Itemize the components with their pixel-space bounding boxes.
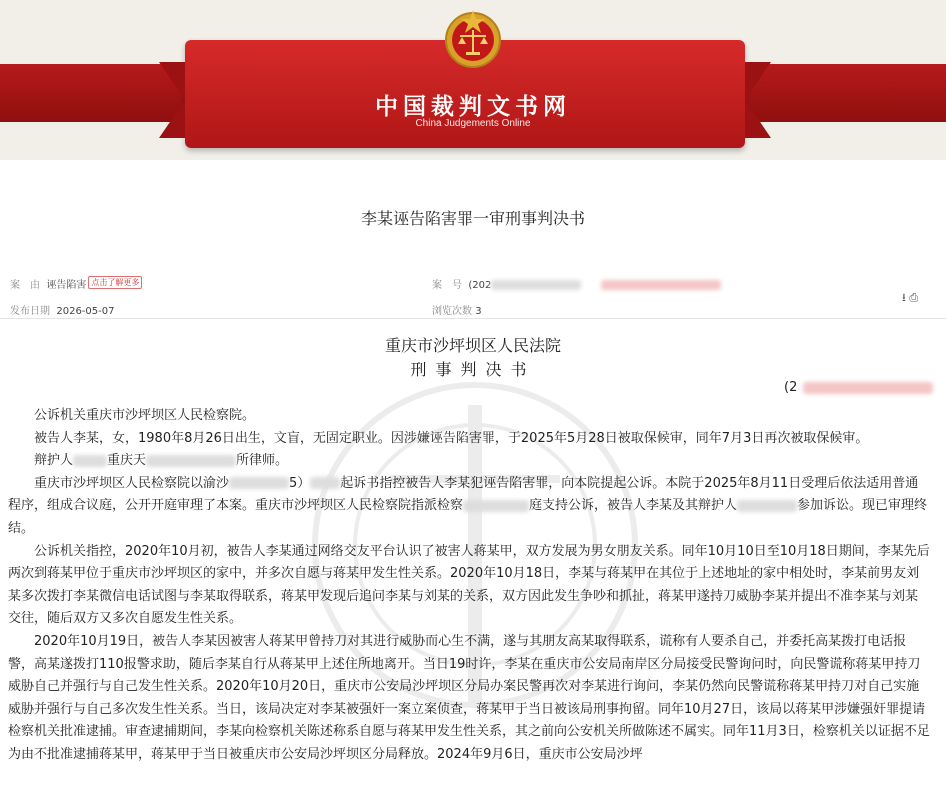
views-meta: [432, 302, 482, 317]
redacted-indictment-suffix: [310, 477, 340, 489]
site-english-name: China Judgements Online: [415, 118, 531, 129]
paragraph-charge-1: [8, 541, 930, 631]
divider: [0, 318, 946, 319]
paragraph-text: 所律师。: [236, 453, 289, 469]
site-banner: [0, 0, 946, 160]
print-icon[interactable]: ⎙: [909, 291, 919, 304]
redacted-case-number-3: [803, 382, 933, 394]
redacted-indictment-number: [229, 477, 289, 489]
cause-key: 案 由: [10, 280, 40, 291]
paragraph-text: 被告人李某，女，1980年8月26日出生，文盲，无固定职业。因涉嫌诬告陷害罪，于2025年5月28日被取保候审，同年7月3日再次被取保候审。: [34, 430, 869, 446]
paragraph-text: 公诉机关重庆市沙坪坝区人民检察院。: [34, 408, 256, 423]
court-emblem: [438, 2, 508, 72]
paragraph-text: 重庆市沙坪坝区人民检察院以渝沙: [34, 475, 230, 491]
paragraph-text: 起诉书指控被告人李某犯诬告陷害罪，向本院提起公诉。本院于2025年8月11日受理后依法适用普通程序，组成合议庭，公开开庭审理了本案。重庆市沙坪坝区人民检察院指派检察: [8, 475, 919, 514]
case-number-meta: [432, 276, 721, 291]
redacted-case-number: [491, 280, 581, 290]
redacted-name: [73, 455, 107, 467]
publish-date-key: 发布日期: [10, 306, 50, 317]
cause-value: 诬告陷害: [46, 280, 87, 291]
site-name: 中国裁判文书网: [375, 94, 571, 120]
learn-more-badge[interactable]: 点击了解更多: [88, 276, 142, 289]
paragraph-prosecutor: [8, 405, 930, 428]
redacted-prosecutor-name: [463, 500, 529, 512]
paragraph-text: 参加诉讼。现已审理终结。: [8, 498, 928, 536]
paragraph-text: 5）: [289, 475, 311, 491]
paragraph-text: 公诉机关指控，2020年10月初，被告人李某通过网络交友平台认识了被害人蒋某甲，双方发展为男女朋友关系。同年10月10日至10月18日期间，李某先后两次到蒋某甲位于重庆市沙坪坝区的家中，并多次自愿与蒋某甲发生性关系。2020年10月18日，李某与蒋某甲在其位于上述地址的家中相处时，李某前男友刘某多次拨打李某微信电话试图与李某取得联系，蒋某甲发现后追问李某与刘某的关系，双方因此发生争吵和抓扯，蒋某甲遂持刀威胁李某并提出不准李某与刘某交往，随后双方又多次自愿发生性关系。: [8, 543, 930, 627]
paragraph-text: 重庆天: [107, 453, 147, 469]
redacted-firm: [146, 455, 236, 467]
document-tools: [902, 289, 918, 308]
case-number-line: [784, 380, 933, 395]
paragraph-charge-2: [8, 631, 930, 767]
court-name: 重庆市沙坪坝区人民法院: [384, 336, 561, 355]
redacted-case-number-2: [601, 280, 721, 290]
publish-date: 2026-05-07: [56, 306, 115, 317]
case-number-prefix: (202: [468, 280, 492, 291]
paragraph-text: 2020年10月19日，被告人李某因被害人蒋某甲曾持刀对其进行威胁而心生不满，遂与其朋友高某取得联系，谎称有人要杀自己，并委托高某拨打电话报警，高某遂拨打110报警求助，随后李某自行从蒋某甲上述住所地离开。当日19时许，李某在重庆市公安局南岸区分局接受民警询问时，向民警谎称蒋某甲持刀威胁自己并强行与自己发生性关系。2020年10月20日，重庆市公安局沙坪坝区分局办案民警再次对李某进行询问，李某仍然向民警谎称蒋某甲持刀对自己实施威胁并强行与自己多次发生性关系。当日，该局决定对李某被强奸一案立案侦查，蒋某甲于当日被该局刑事拘留。同年10月27日，该局以蒋某甲涉嫌强奸罪提请检察机关批准逮捕。审查逮捕期间，李某向检察机关陈述称系自愿与蒋某甲发生性关系，其之前向公安机关所做陈述不属实。同年11月3日，检察机关以证据不足为由不批准逮捕蒋某甲，蒋某甲于当日被重庆市公安局沙坪坝区分局释放。2024年9月6日，重庆市公安局沙坪: [8, 633, 930, 762]
views-count: 3: [475, 306, 482, 317]
download-icon[interactable]: ⭳: [902, 291, 906, 304]
document-type: 刑事判决书: [410, 360, 536, 379]
document-body: [8, 405, 930, 767]
case-number-prefix-2: (2: [784, 380, 798, 395]
case-number-key: 案 号: [432, 280, 462, 291]
paragraph-text: 庭支持公诉，被告人李某及其辩护人: [529, 498, 738, 514]
publish-date-meta: [10, 302, 114, 317]
paragraph-defendant: [8, 428, 930, 451]
document-title: 李某诬告陷害罪一审刑事判决书: [360, 209, 585, 228]
paragraph-defender: [8, 450, 930, 473]
views-key: 浏览次数: [432, 306, 472, 317]
paragraph-procedure: [8, 473, 930, 541]
cause-meta: [10, 276, 142, 291]
redacted-defender-name: [737, 500, 797, 512]
paragraph-text: 辩护人: [34, 453, 74, 469]
